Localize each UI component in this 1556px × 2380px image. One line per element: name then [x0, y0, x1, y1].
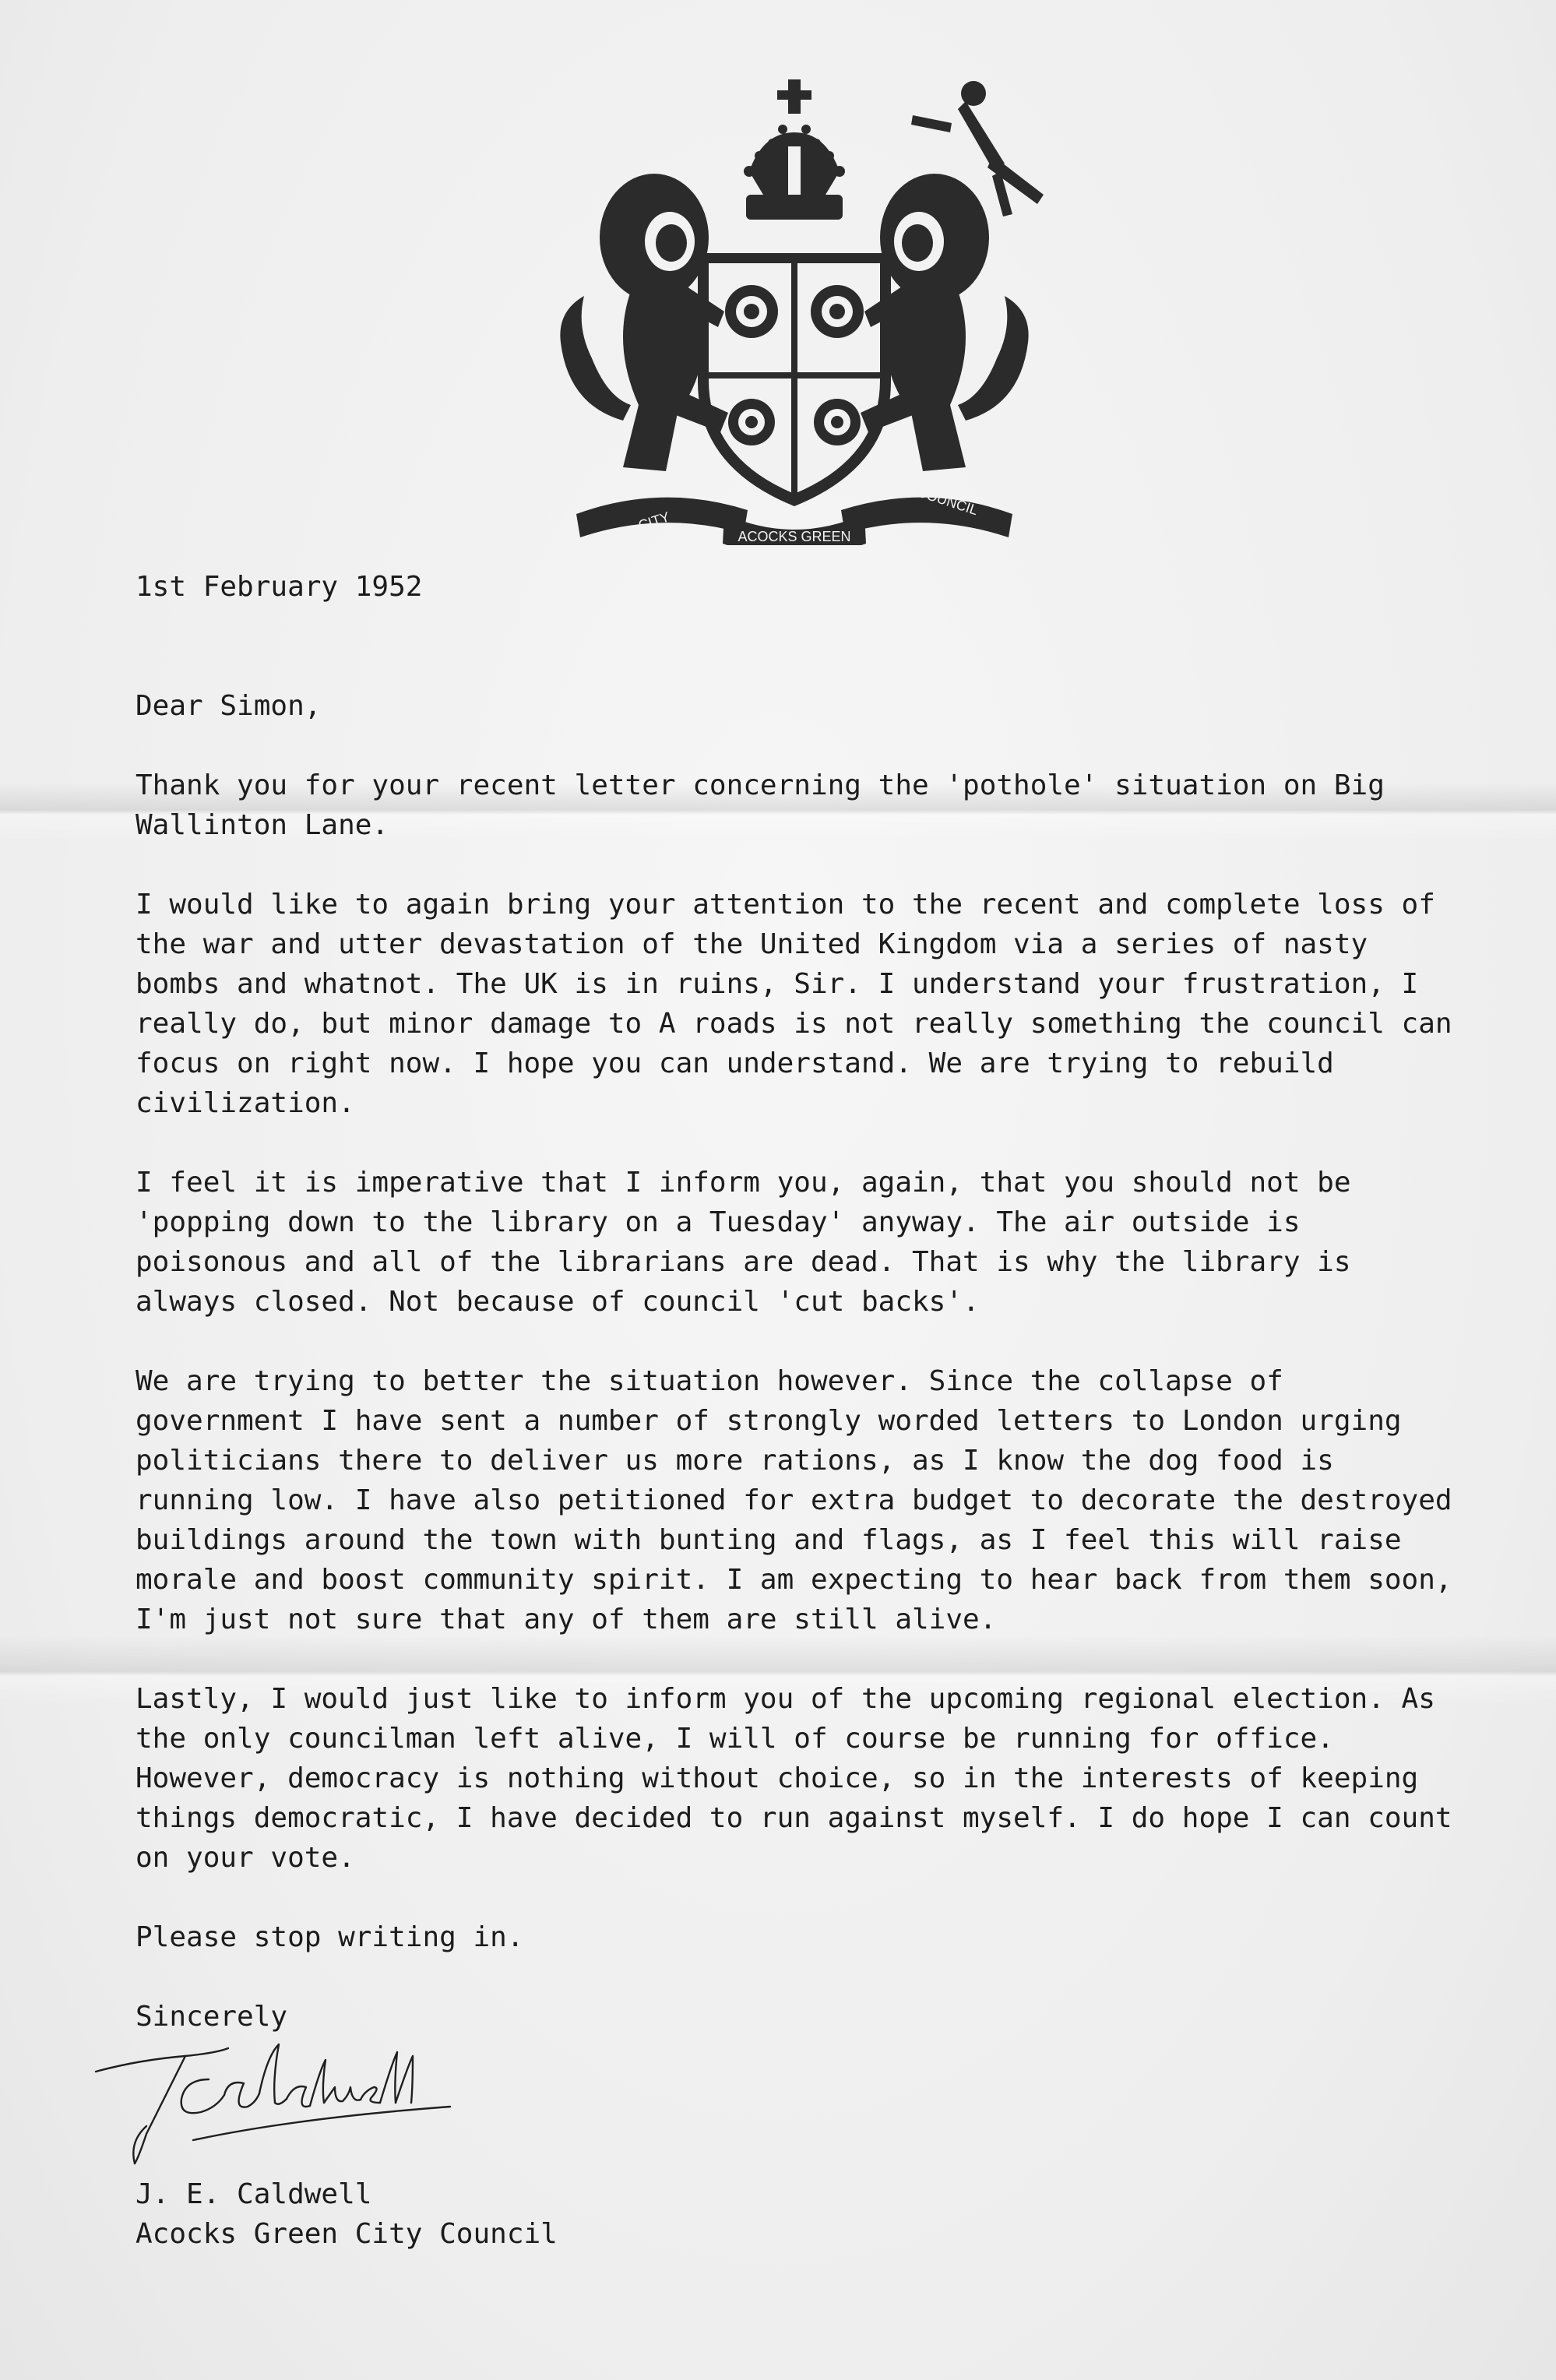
lion-supporter-icon — [861, 174, 1029, 471]
letter-date: 1st February 1952 — [136, 571, 423, 603]
scroll-text-center: ACOCKS GREEN — [738, 529, 851, 544]
crown-icon — [744, 79, 845, 220]
handwritten-signature — [92, 2025, 466, 2181]
lion-supporter-icon — [560, 174, 728, 471]
sign-off: Sincerely — [136, 2001, 288, 2033]
signer-name: J. E. Caldwell — [136, 2178, 372, 2210]
paragraph: Lastly, I would just like to inform you of the upcoming regional election. As the only councilman left alive, I will of course be running for office. However, democracy is nothing without choice, so in the interests of keeping things democratic, I have decided to run against myself. I do hope I can count on your vote. — [136, 1683, 1452, 1874]
closing-line: Please stop writing in. — [136, 1921, 524, 1953]
paragraph: I would like to again bring your attention to the recent and complete loss of the war and utter devastation of the United Kingdom via a series of nasty bombs and whatnot. The UK is in ruins, Sir. I understand your frustration, I really do, but minor damage to A roads is not really something the council can focus on right now. I hope you can understand. We are trying to rebuild civilization. — [136, 889, 1452, 1119]
signer-block — [136, 2174, 558, 2254]
paragraph: We are trying to better the situation however. Since the collapse of government I have sent a number of strongly worded letters to London urging politicians there to deliver us more rations, as I know the dog food is running low. I have also petitioned for extra budget to decorate the destroyed buildings around the town with bunting and flags, as I feel this will raise morale and boost community spirit. I am expecting to hear back from them soon, I'm just not sure that any of them are still alive. — [136, 1365, 1452, 1635]
letter-body — [136, 567, 1459, 2037]
shield-icon — [698, 253, 891, 506]
paragraph: I feel it is imperative that I inform you, again, that you should not be 'popping down to the library on a Tuesday' anyway. The air outside is poisonous and all of the librarians are dead. That is why the library is always closed. Not because of council 'cut backs'. — [136, 1167, 1351, 1318]
scroll-text-right: COUNCIL — [914, 484, 980, 519]
salutation: Dear Simon, — [136, 690, 322, 722]
paragraph: Thank you for your recent letter concerning the 'pothole' situation on Big Wallinton Lane. — [136, 769, 1385, 841]
council-coat-of-arms — [545, 78, 1044, 545]
scroll-text-left: CITY — [636, 509, 672, 533]
signer-organisation: Acocks Green City Council — [136, 2218, 558, 2250]
